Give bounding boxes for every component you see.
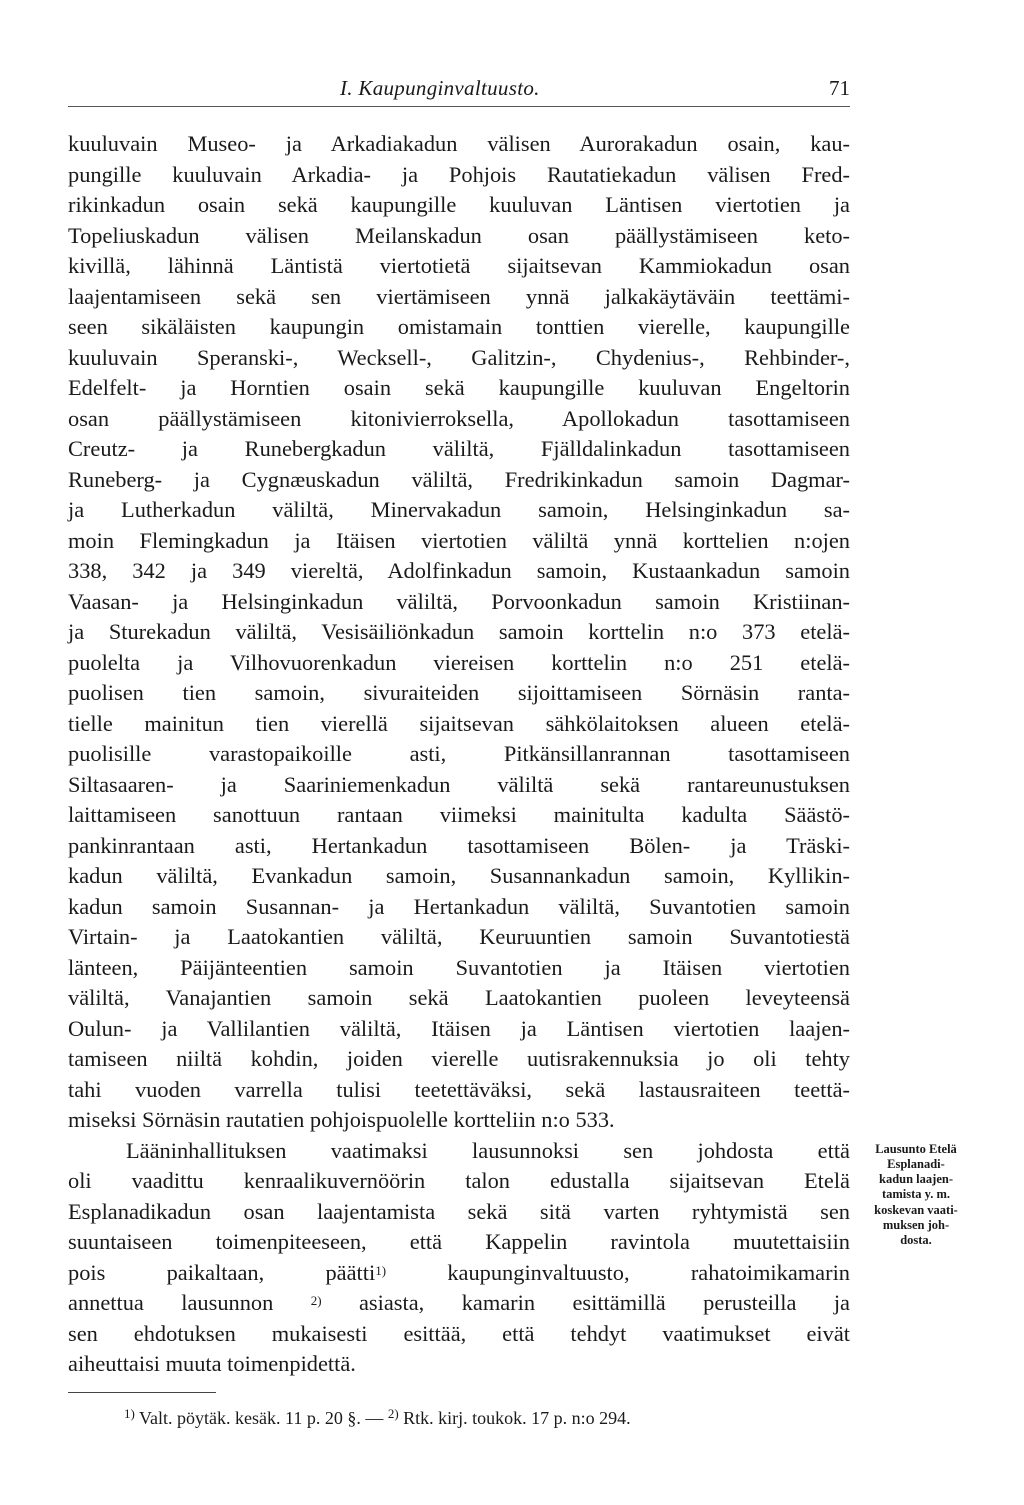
footnote-ref-2: 2) bbox=[310, 1293, 322, 1308]
margin-note-line: muksen joh- bbox=[882, 1217, 950, 1232]
text-line: länteen, Päijänteentien samoin Suvantotien ja Itäisen viertotien bbox=[68, 954, 850, 980]
text-line: Runeberg- ja Cygnæuskadun väliltä, Fredrikinkadun samoin Dagmar- bbox=[68, 466, 850, 492]
body-text bbox=[68, 129, 850, 1380]
text-line: Vaasan- ja Helsinginkadun väliltä, Porvoonkadun samoin Kristiinan- bbox=[68, 588, 850, 614]
text-segment: kaupunginvaltuusto, rahatoimikamarin bbox=[386, 1259, 850, 1285]
margin-note-line: Esplanadi- bbox=[887, 1156, 945, 1171]
margin-note-line: kadun laajen- bbox=[879, 1172, 953, 1187]
running-title: I. Kaupunginvaltuusto. bbox=[340, 76, 540, 100]
text-line: puolisen tien samoin, sivuraiteiden sijoittamiseen Sörnäsin ranta- bbox=[68, 680, 850, 705]
text-line: kadun väliltä, Evankadun samoin, Susannankadun samoin, Kyllikin- bbox=[68, 863, 850, 888]
text-line: pankinrantaan asti, Hertankadun tasottamiseen Bölen- ja Träski- bbox=[68, 832, 850, 858]
text-line: kivillä, lähinnä Läntistä viertotietä sijaitsevan Kammiokadun osan bbox=[68, 253, 850, 278]
text-line: Esplanadikadun osan laajentamista sekä sitä varten ryhtymistä sen bbox=[68, 1198, 850, 1224]
page-number: 71 bbox=[829, 76, 850, 100]
text-line: tahi vuoden varrella tulisi teetettäväksi, sekä lastausraiteen teettä- bbox=[68, 1076, 850, 1102]
footnote-rule bbox=[68, 1392, 216, 1393]
margin-note-line: koskevan vaati- bbox=[874, 1202, 958, 1217]
text-line: Siltasaaren- ja Saariniemenkadun väliltä sekä rantareunustuksen bbox=[68, 771, 850, 797]
text-line: Virtain- ja Laatokantien väliltä, Keuruuntien samoin Suvantotiestä bbox=[68, 924, 850, 949]
footnote-mark-2: 2) bbox=[387, 1405, 399, 1421]
paragraph-1 bbox=[68, 129, 850, 1136]
text-line: Oulun- ja Vallilantien väliltä, Itäisen ja Läntisen viertotien laajen- bbox=[68, 1015, 850, 1041]
text-line: pungille kuuluvain Arkadia- ja Pohjois Rautatiekadun välisen Fred- bbox=[68, 161, 850, 187]
text-line: 338, 342 ja 349 viereltä, Adolfinkadun samoin, Kustaankadun samoin bbox=[68, 558, 850, 583]
text-line: Lääninhallituksen vaatimaksi lausunnoksi sen johdosta että bbox=[126, 1137, 850, 1163]
text-segment: pois paikaltaan, päätti bbox=[68, 1259, 376, 1285]
paragraph-2 bbox=[68, 1136, 850, 1380]
text-line: laajentamiseen sekä sen viertämiseen ynnä jalkakäytäväin teettämi- bbox=[68, 283, 850, 309]
text-line: kuuluvain Speranski-, Wecksell-, Galitzin-, Chydenius-, Rehbinder-, bbox=[68, 344, 850, 370]
running-header bbox=[68, 76, 850, 106]
text-line: tamiseen niiltä kohdin, joiden vierelle uutisrakennuksia jo oli tehty bbox=[68, 1046, 850, 1071]
text-line: ja Sturekadun väliltä, Vesisäiliönkadun samoin korttelin n:o 373 etelä- bbox=[68, 619, 850, 644]
text-line: puolisille varastopaikoille asti, Pitkänsillanrannan tasottamiseen bbox=[68, 741, 850, 766]
text-line: osan päällystämiseen kitonivierroksella, Apollokadun tasottamiseen bbox=[68, 405, 850, 431]
text-line: miseksi Sörnäsin rautatien pohjoispuolelle kortteliin n:o 533. bbox=[68, 1107, 615, 1132]
text-line: moin Flemingkadun ja Itäisen viertotien väliltä ynnä korttelien n:ojen bbox=[68, 527, 850, 553]
text-line: laittamiseen sanottuun rantaan viimeksi mainitulta kadulta Säästö- bbox=[68, 802, 850, 827]
footnote-text-1: Valt. pöytäk. kesäk. 11 p. 20 §. — bbox=[134, 1407, 388, 1428]
text-line: sen ehdotuksen mukaisesti esittää, että tehdyt vaatimukset eivät bbox=[68, 1320, 850, 1346]
margin-note-line: dosta. bbox=[900, 1233, 932, 1248]
text-line: kadun samoin Susannan- ja Hertankadun väliltä, Suvantotien samoin bbox=[68, 893, 850, 919]
text-line: väliltä, Vanajantien samoin sekä Laatokantien puoleen leveyteensä bbox=[68, 985, 850, 1010]
text-line: kuuluvain Museo- ja Arkadiakadun välisen Aurorakadun osain, kau- bbox=[68, 131, 850, 156]
margin-note-line: tamista y. m. bbox=[881, 1187, 951, 1202]
text-line: Creutz- ja Runebergkadun väliltä, Fjälldalinkadun tasottamiseen bbox=[68, 436, 850, 461]
text-line: rikinkadun osain sekä kaupungille kuuluvan Läntisen viertotien ja bbox=[68, 192, 850, 217]
text-line bbox=[68, 1288, 850, 1319]
footnote-ref-1: 1) bbox=[375, 1262, 387, 1278]
margin-note-line: Lausunto Etelä bbox=[875, 1141, 957, 1156]
margin-note bbox=[856, 1142, 976, 1249]
text-line: ja Lutherkadun väliltä, Minervakadun samoin, Helsinginkadun sa- bbox=[68, 497, 850, 522]
text-segment: annettua lausunnon bbox=[68, 1290, 274, 1315]
text-line: tielle mainitun tien vierellä sijaitsevan sähkölaitoksen alueen etelä- bbox=[68, 710, 850, 736]
text-line bbox=[68, 1258, 850, 1289]
text-line: Topeliuskadun välisen Meilanskadun osan päällystämiseen keto- bbox=[68, 222, 850, 248]
text-line: puolelta ja Vilhovuorenkadun viereisen korttelin n:o 251 etelä- bbox=[68, 649, 850, 675]
footnote-mark-1: 1) bbox=[124, 1405, 135, 1421]
text-line: oli vaadittu kenraalikuvernöörin talon edustalla sijaitsevan Etelä bbox=[68, 1168, 850, 1193]
text-line: suuntaiseen toimenpiteeseen, että Kappelin ravintola muutettaisiin bbox=[68, 1229, 850, 1254]
header-rule bbox=[68, 106, 850, 107]
footnote bbox=[124, 1405, 631, 1429]
text-line: seen sikäläisten kaupungin omistamain tonttien vierelle, kaupungille bbox=[68, 314, 850, 339]
text-line: Edelfelt- ja Horntien osain sekä kaupungille kuuluvan Engeltorin bbox=[68, 375, 850, 400]
text-line: aiheuttaisi muuta toimenpidettä. bbox=[68, 1351, 356, 1376]
text-segment: asiasta, kamarin esittämillä perusteilla ja bbox=[321, 1290, 850, 1315]
footnote-text-2: Rtk. kirj. toukok. 17 p. n:o 294. bbox=[398, 1407, 631, 1428]
